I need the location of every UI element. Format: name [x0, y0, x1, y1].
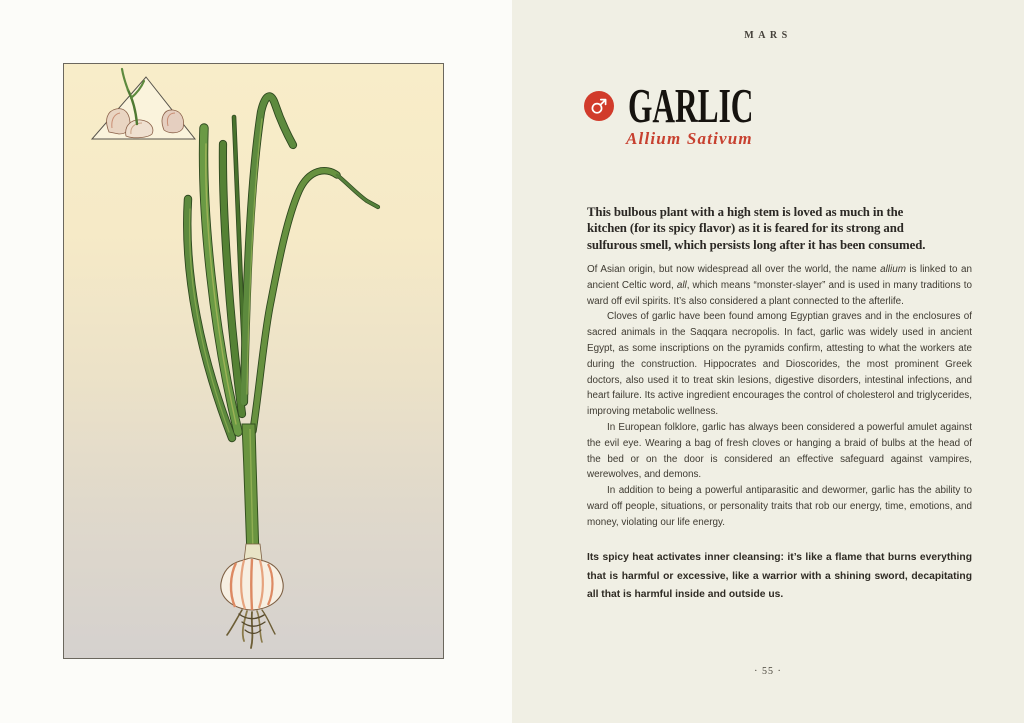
body-paragraph: Cloves of garlic have been found among Egyptian graves and in the enclosures of sacred animals in the Saqqara necropolis. In fact, garlic was widely used in ancient Egypt, as some inscriptions on the pyramids confirm, attesting to what the workers ate during the construction. Hippocrates and Dioscorides, the most prominent Greek doctors, also used it to treat skin lesions, digestive disorders, intestinal infections, and heart failure. Its active ingredient encourages the control of cholesterol and triglycerides, improving metabolic wellness.: [587, 311, 972, 418]
illustration-frame: [63, 63, 444, 659]
body-paragraph: In addition to being a powerful antiparasitic and dewormer, garlic has the ability to ward off people, situations, or personality traits that rob our energy, time, emotions, and money, violating our life energy.: [587, 485, 972, 528]
garlic-roots: [227, 610, 275, 648]
mars-badge: [584, 91, 614, 121]
closing-paragraph: Its spicy heat activates inner cleansing: it’s like a flame that burns everything that is harmful or excessive, like a warrior with a shining sword, decapitating all that is harmful inside and outside us.: [587, 552, 972, 601]
body-paragraph: In European folklore, garlic has always been considered a powerful amulet against the evil eye. Wearing a bag of fresh cloves or hanging a braid of bulbs at the head of the bed or on the door is considered an effective safeguard against vampires, werewolves, and demons.: [587, 421, 972, 481]
garlic-stalk: [242, 424, 259, 556]
mars-icon: [589, 96, 609, 116]
body-paragraph: Of Asian origin, but now widespread all over the world, the name allium is linked to an ancient Celtic word, all, which means “monster-slayer” and is used in many traditions to ward off evil spirits. It’s also considered a plant connected to the afterlife.: [587, 264, 972, 307]
triangle-cloves-emblem: [92, 69, 195, 139]
body-paragraphs: [587, 262, 972, 531]
right-page: [512, 0, 1024, 723]
garlic-plant-illustration: [64, 64, 445, 660]
intro-paragraph: This bulbous plant with a high stem is loved as much in the kitchen (for its spicy flavor) as it is feared for its strong and sulfurous smell, which persists long after it has been consumed.: [587, 205, 926, 252]
running-head: MARS: [744, 30, 792, 41]
title-row: [584, 78, 824, 133]
garlic-leaves: [187, 96, 378, 438]
page-number: · 55 ·: [754, 666, 782, 677]
latin-subtitle: Allium Sativum: [626, 129, 753, 148]
page-title: GARLIC: [628, 78, 754, 133]
garlic-bulb: [221, 544, 283, 610]
